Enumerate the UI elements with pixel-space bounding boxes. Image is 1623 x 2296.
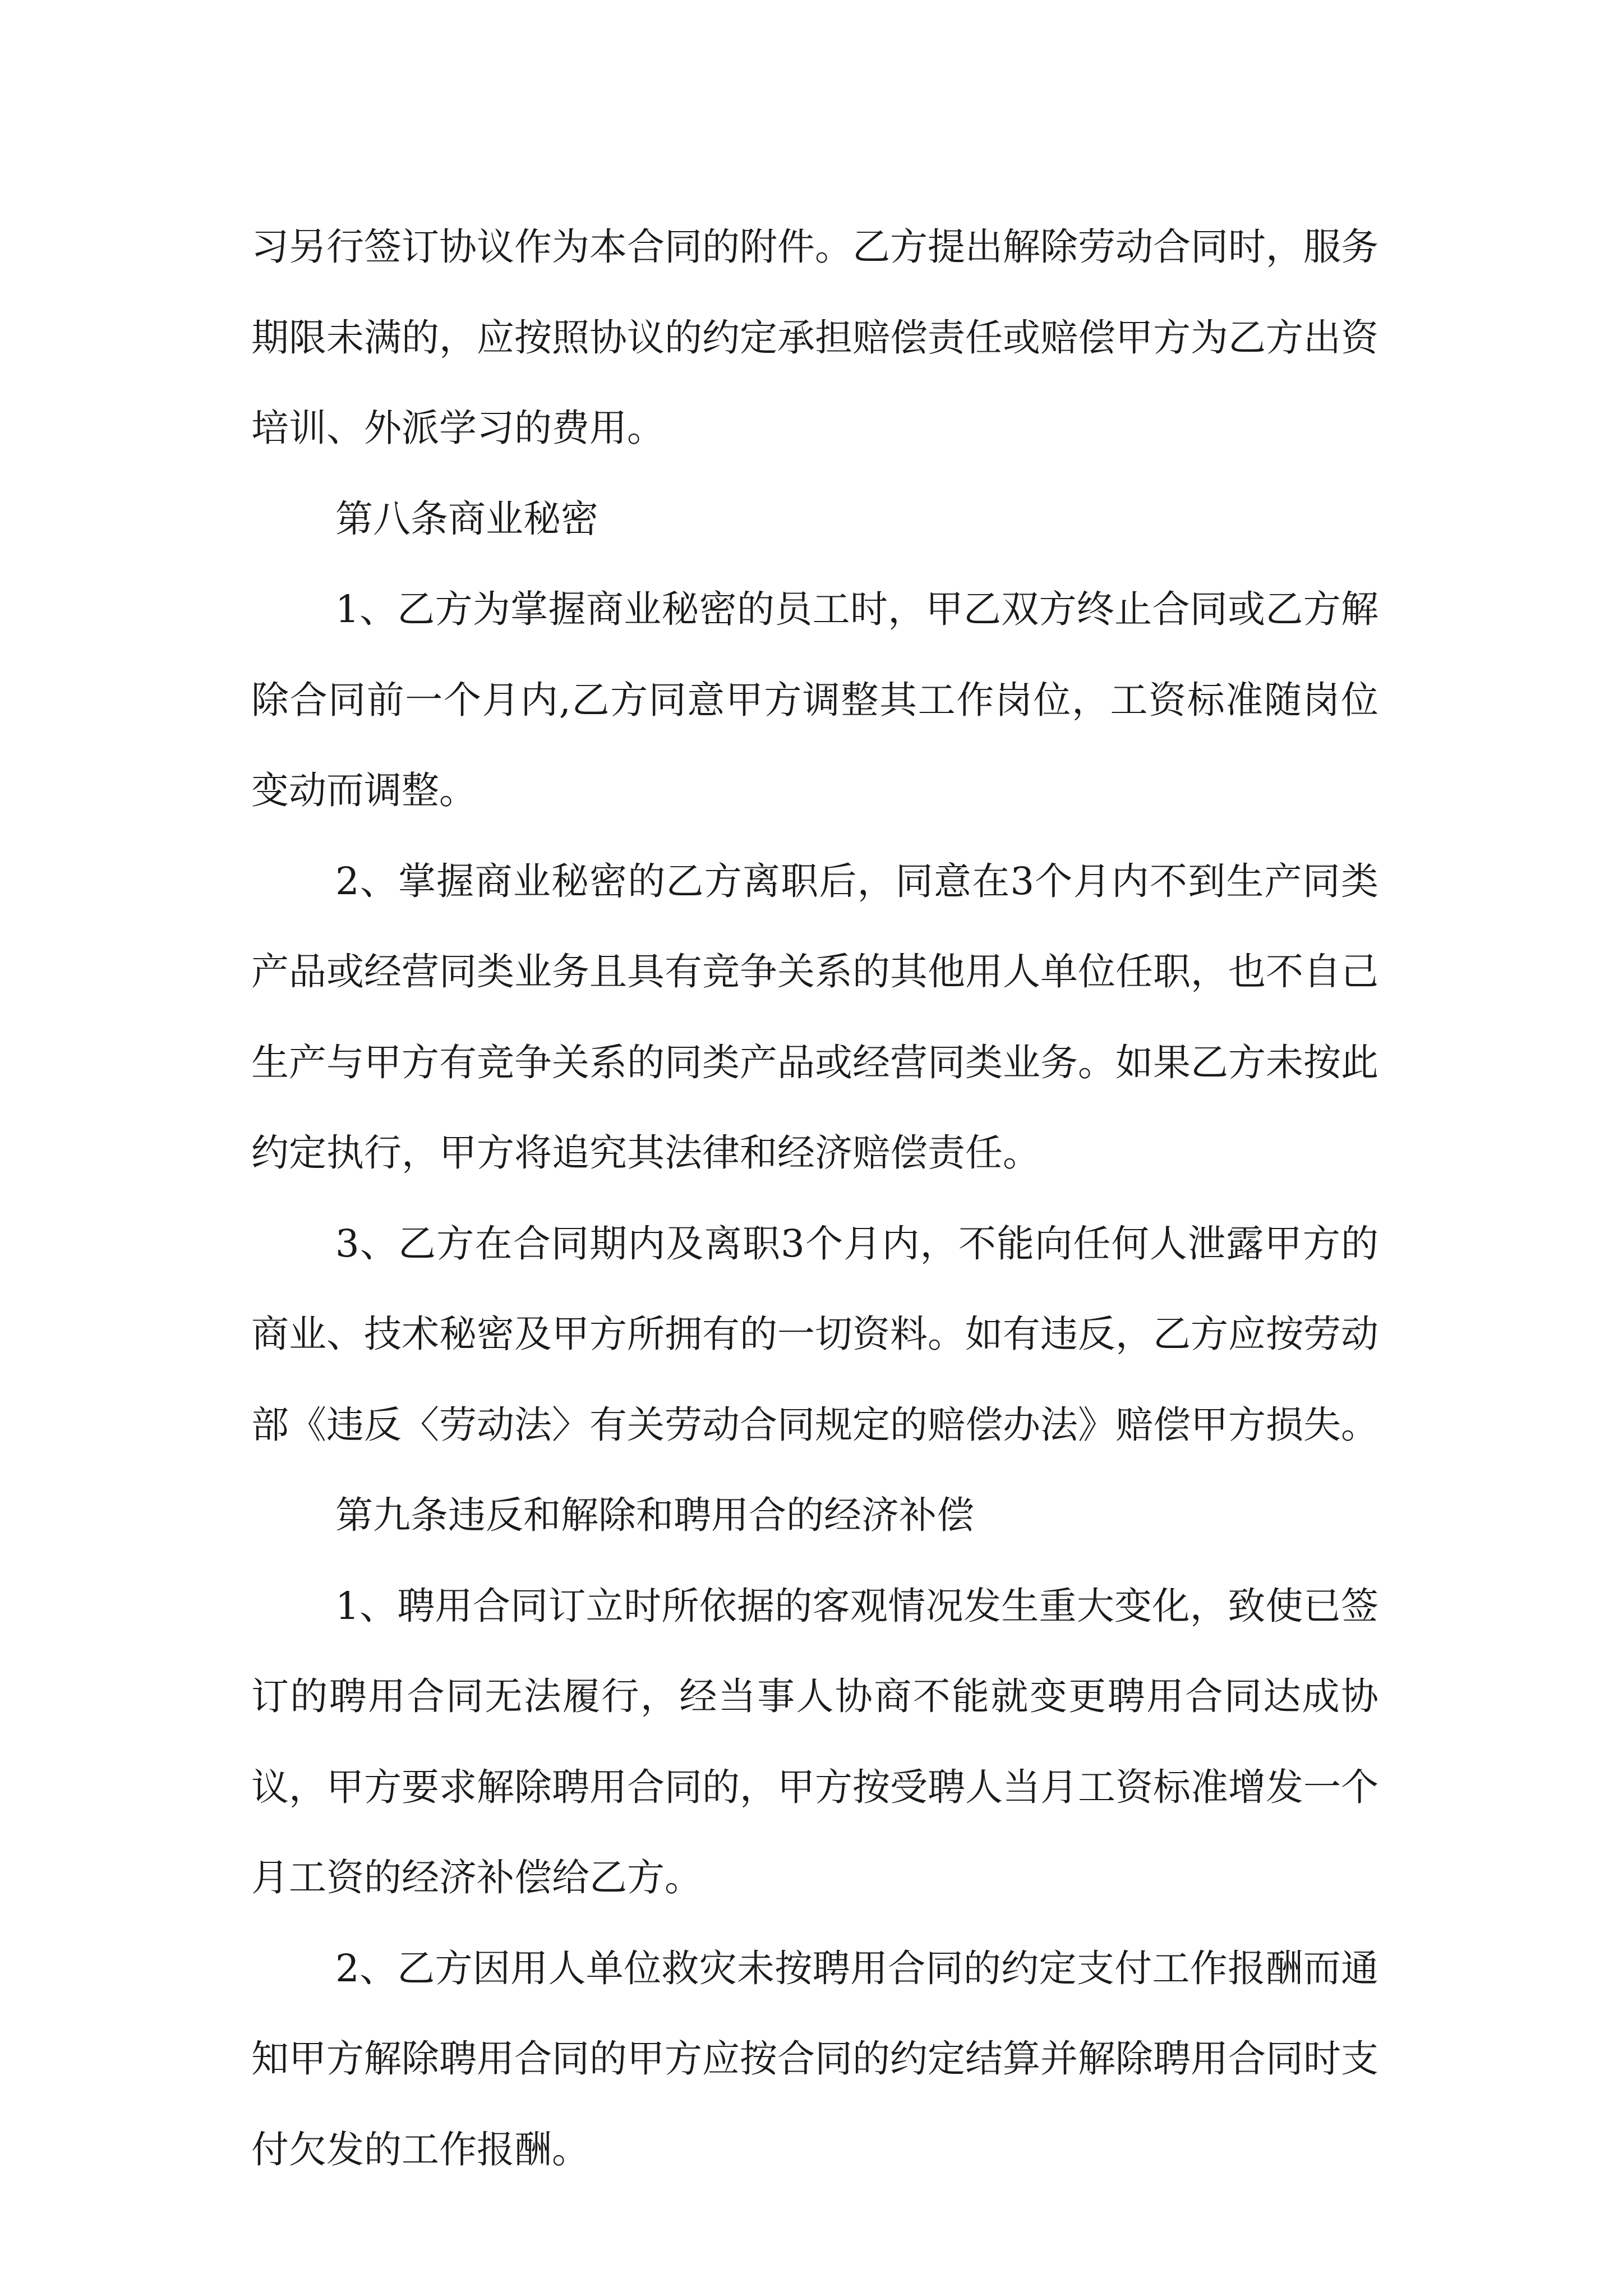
paragraph-article-9-item-1: 1、聘用合同订立时所依据的客观情况发生重大变化，致使已签订的聘用合同无法履行，经当事人协商不能就变更聘用合同达成协议，甲方要求解除聘用合同的，甲方按受聘人当月工资标准增发一个月工资的经济补偿给乙方。 [251, 1584, 1378, 1899]
document-body [251, 202, 1378, 2195]
paragraph-article-8-item-2: 2、掌握商业秘密的乙方离职后，同意在3个月内不到生产同类产品或经营同类业务且具有竞争关系的其他用人单位任职，也不自己生产与甲方有竞争关系的同类产品或经营同类业务。如果乙方未按此约定执行，甲方将追究其法律和经济赔偿责任。 [251, 859, 1378, 1175]
paragraph-article-9-item-2: 2、乙方因用人单位救灾未按聘用合同的约定支付工作报酬而通知甲方解除聘用合同的甲方应按合同的约定结算并解除聘用合同时支付欠发的工作报酬。 [251, 1946, 1378, 2171]
paragraph-article-8-item-1: 1、乙方为掌握商业秘密的员工时，甲乙双方终止合同或乙方解除合同前一个月内,乙方同意甲方调整其工作岗位，工资标准随岗位变动而调整。 [251, 587, 1378, 812]
paragraph-article-8-item-3: 3、乙方在合同期内及离职3个月内，不能向任何人泄露甲方的商业、技术秘密及甲方所拥有的一切资料。如有违反，乙方应按劳动部《违反〈劳动法〉有关劳动合同规定的赔偿办法》赔偿甲方损失。 [251, 1221, 1378, 1447]
paragraph-continuation: 习另行签订协议作为本合同的附件。乙方提出解除劳动合同时，服务期限未满的，应按照协议的约定承担赔偿责任或赔偿甲方为乙方出资培训、外派学习的费用。 [251, 225, 1378, 450]
section-heading-article-9: 第九条违反和解除和聘用合的经济补偿 [335, 1493, 974, 1537]
section-heading-article-8: 第八条商业秘密 [335, 496, 598, 541]
